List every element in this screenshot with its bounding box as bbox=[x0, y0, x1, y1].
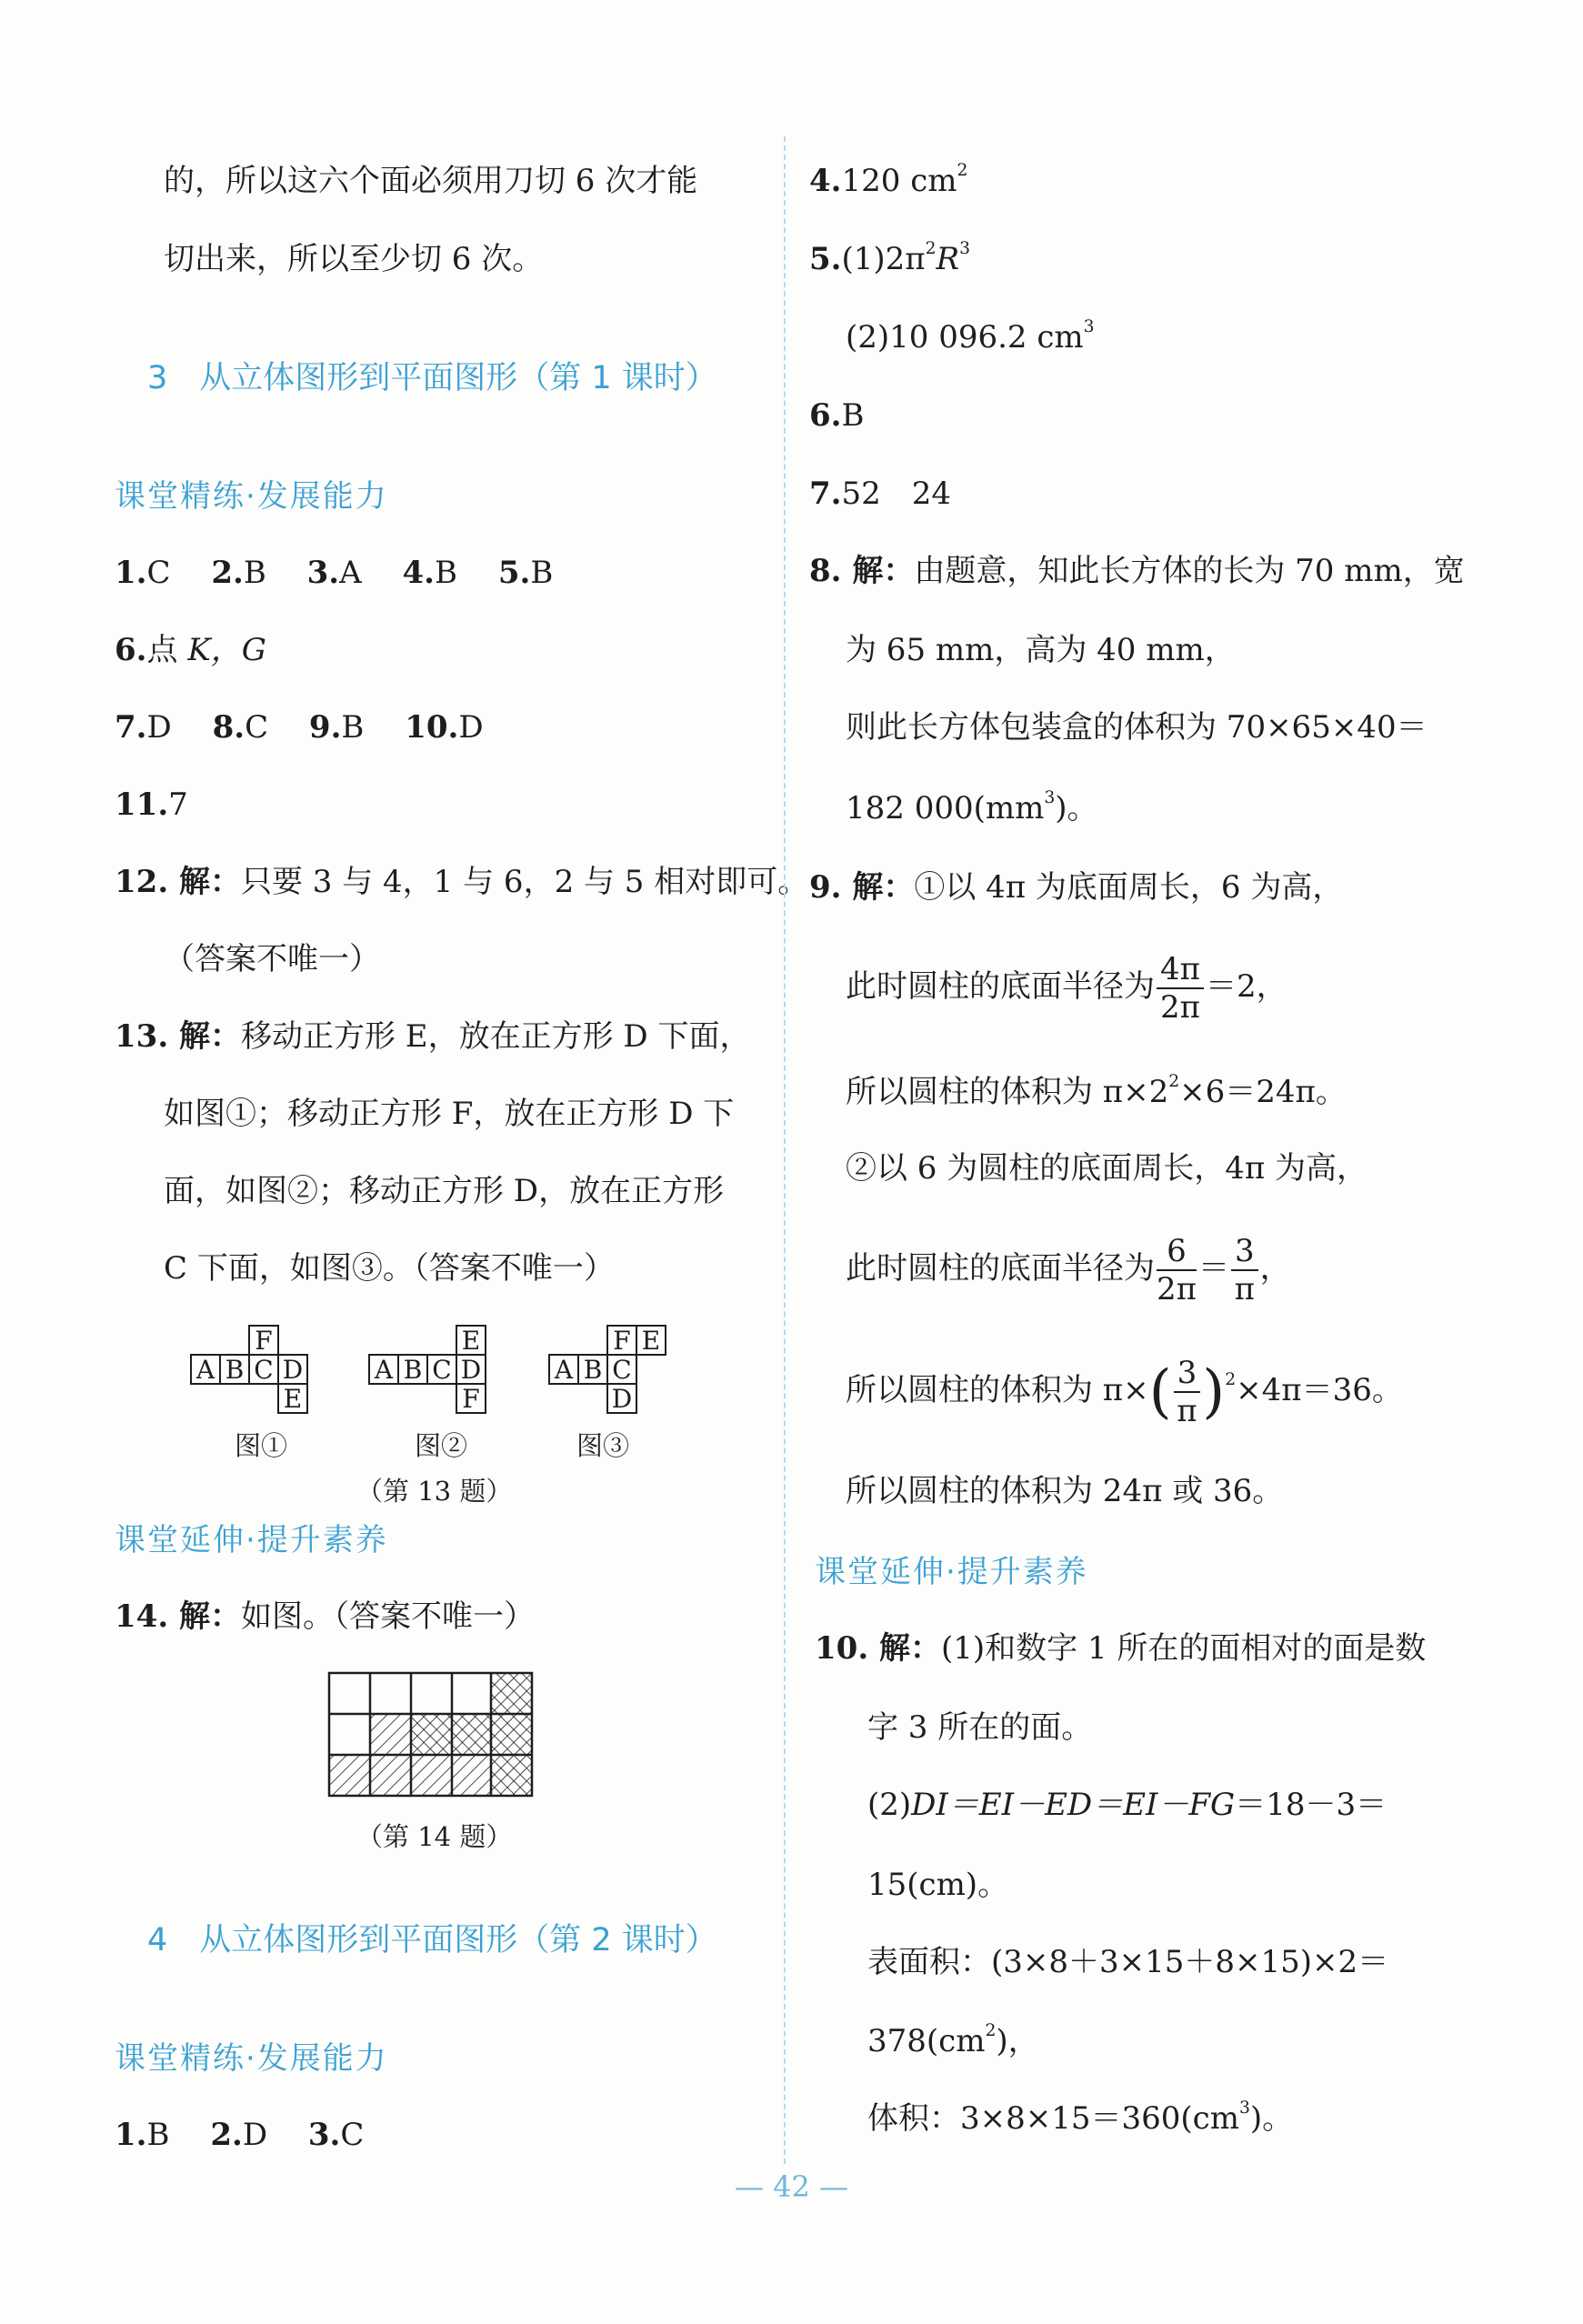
net-letter: E bbox=[461, 1326, 481, 1356]
answer-line: 4.120 $cm^2$ bbox=[809, 161, 968, 199]
subsection-title: 课堂延伸·提升素养 bbox=[115, 1522, 388, 1558]
net-letter: A bbox=[554, 1355, 574, 1385]
answer-line: 7.D 8.C 9.B 10.D bbox=[115, 709, 484, 746]
net-letter: B bbox=[583, 1355, 603, 1385]
answer-line: 12. 解：只要 3 与 4，1 与 6，2 与 5 相对即可。 bbox=[115, 864, 809, 900]
net-letter: B bbox=[225, 1355, 245, 1385]
figure-caption: （第 13 题） bbox=[356, 1476, 513, 1507]
fraction: $\frac{6}{2\pi}$ bbox=[1157, 1233, 1197, 1307]
text-line: 字 3 所在的面。 bbox=[867, 1709, 1093, 1746]
text-line: 则此长方体包装盒的体积为 70×65×40＝ bbox=[846, 709, 1428, 746]
answer-line: $5.(1)2\pi^2R^3$ bbox=[809, 239, 971, 277]
net-letter: C bbox=[432, 1355, 452, 1385]
answer-line: 11.7 bbox=[115, 786, 188, 823]
net-letter: C bbox=[254, 1355, 274, 1385]
text-line: 表面积：(3×8＋3×15＋8×15)×2＝ bbox=[867, 1944, 1389, 1980]
answer-line: 13. 解：移动正方形 E，放在正方形 D 下面， bbox=[115, 1018, 751, 1055]
answer-line: 1.B 2.D 3.C bbox=[115, 2117, 365, 2153]
text-line: 所以圆柱的体积为 π×( $\frac{3}{\pi}$ )$^2$×4π＝36。 bbox=[846, 1355, 1403, 1429]
text-line: $378(cm^2)$， bbox=[867, 2021, 1039, 2059]
answer-line: 9. 解：①以 4π 为底面周长，6 为高， bbox=[809, 869, 1344, 906]
subsection-title: 课堂精练·发展能力 bbox=[115, 478, 388, 515]
net-letter: A bbox=[374, 1355, 394, 1385]
net-letter: E bbox=[283, 1384, 303, 1414]
text-line: 所以圆柱的体积为 $\pi\times 2^2\times 6=24\pi$。 bbox=[846, 1072, 1347, 1110]
text-line: 面，如图②；移动正方形 D，放在正方形 bbox=[164, 1173, 725, 1209]
text-line: 为 65 mm，高为 40 mm， bbox=[846, 632, 1236, 668]
fraction: $\frac{3}{\pi}$ bbox=[1231, 1233, 1258, 1307]
answer-line: 8. 解：由题意，知此长方体的长为 70 mm，宽 bbox=[809, 553, 1465, 589]
subsection-title: 课堂延伸·提升素养 bbox=[815, 1554, 1088, 1590]
section-title: 4 从立体图形到平面图形（第 2 课时） bbox=[147, 1922, 717, 1958]
answer-line: 10. 解：(1)和数字 1 所在的面相对的面是数 bbox=[815, 1630, 1427, 1667]
text-line: C 下面，如图③。（答案不唯一） bbox=[164, 1250, 615, 1287]
net-letter: C bbox=[612, 1355, 632, 1385]
figure-caption: （第 14 题） bbox=[356, 1821, 513, 1852]
net-letter: F bbox=[613, 1326, 631, 1356]
text-line: (2)DI＝EI－ED＝EI－FG＝18－3＝ bbox=[867, 1787, 1388, 1823]
fraction: $\frac{4\pi}{2\pi}$ bbox=[1157, 951, 1204, 1026]
answer-line: 1.C 2.B 3.A 4.B 5.B bbox=[115, 555, 554, 591]
text-line: 如图①；移动正方形 F，放在正方形 D 下 bbox=[164, 1096, 735, 1132]
text-line: （答案不唯一） bbox=[164, 941, 380, 977]
answer-line: 6.B bbox=[809, 397, 865, 434]
net-letter: D bbox=[611, 1384, 633, 1414]
net-letter: F bbox=[255, 1326, 273, 1356]
text-line: 所以圆柱的体积为 24π 或 36。 bbox=[846, 1473, 1284, 1509]
section-title: 3 从立体图形到平面图形（第 1 课时） bbox=[147, 360, 717, 396]
figure-label: 图② bbox=[415, 1430, 468, 1461]
net-letter: F bbox=[462, 1384, 480, 1414]
answer-line: 14. 解：如图。（答案不唯一） bbox=[115, 1598, 535, 1635]
answer-line: 7.52 24 bbox=[809, 476, 952, 512]
net-letter: B bbox=[403, 1355, 423, 1385]
answer-line: 6.点 K，G bbox=[115, 632, 266, 668]
figure-label: 图① bbox=[235, 1430, 288, 1461]
column-divider bbox=[784, 136, 786, 2164]
text-line: 此时圆柱的底面半径为 $\frac{4\pi}{2\pi}$ ＝2， bbox=[846, 951, 1287, 1026]
text-line: 体积：$3\times 8\times 15=360(cm^3)$。 bbox=[867, 2099, 1294, 2137]
subsection-title: 课堂精练·发展能力 bbox=[115, 2040, 388, 2077]
fraction: $\frac{3}{\pi}$ bbox=[1174, 1355, 1201, 1429]
text-line: 15(cm)。 bbox=[867, 1867, 1009, 1903]
text-line: 182 $000(mm^3)$。 bbox=[846, 788, 1098, 826]
text-line: 切出来，所以至少切 6 次。 bbox=[164, 241, 544, 277]
text-line: (2)10 096.2 $cm^3$ bbox=[846, 317, 1095, 356]
net-letter: D bbox=[282, 1355, 304, 1385]
net-letter: A bbox=[195, 1355, 215, 1385]
figure-label: 图③ bbox=[576, 1430, 630, 1461]
net-letter: E bbox=[641, 1326, 661, 1356]
text-line: 的，所以这六个面必须用刀切 6 次才能 bbox=[164, 163, 698, 199]
grid-figure bbox=[327, 1671, 538, 1800]
page-number: — 42 — bbox=[734, 2169, 849, 2204]
text-line: 此时圆柱的底面半径为 $\frac{6}{2\pi}$ ＝ $\frac{3}{\pi}$ ， bbox=[846, 1233, 1291, 1307]
text-line: ②以 6 为圆柱的底面周长，4π 为高， bbox=[846, 1150, 1368, 1187]
net-letter: D bbox=[460, 1355, 482, 1385]
